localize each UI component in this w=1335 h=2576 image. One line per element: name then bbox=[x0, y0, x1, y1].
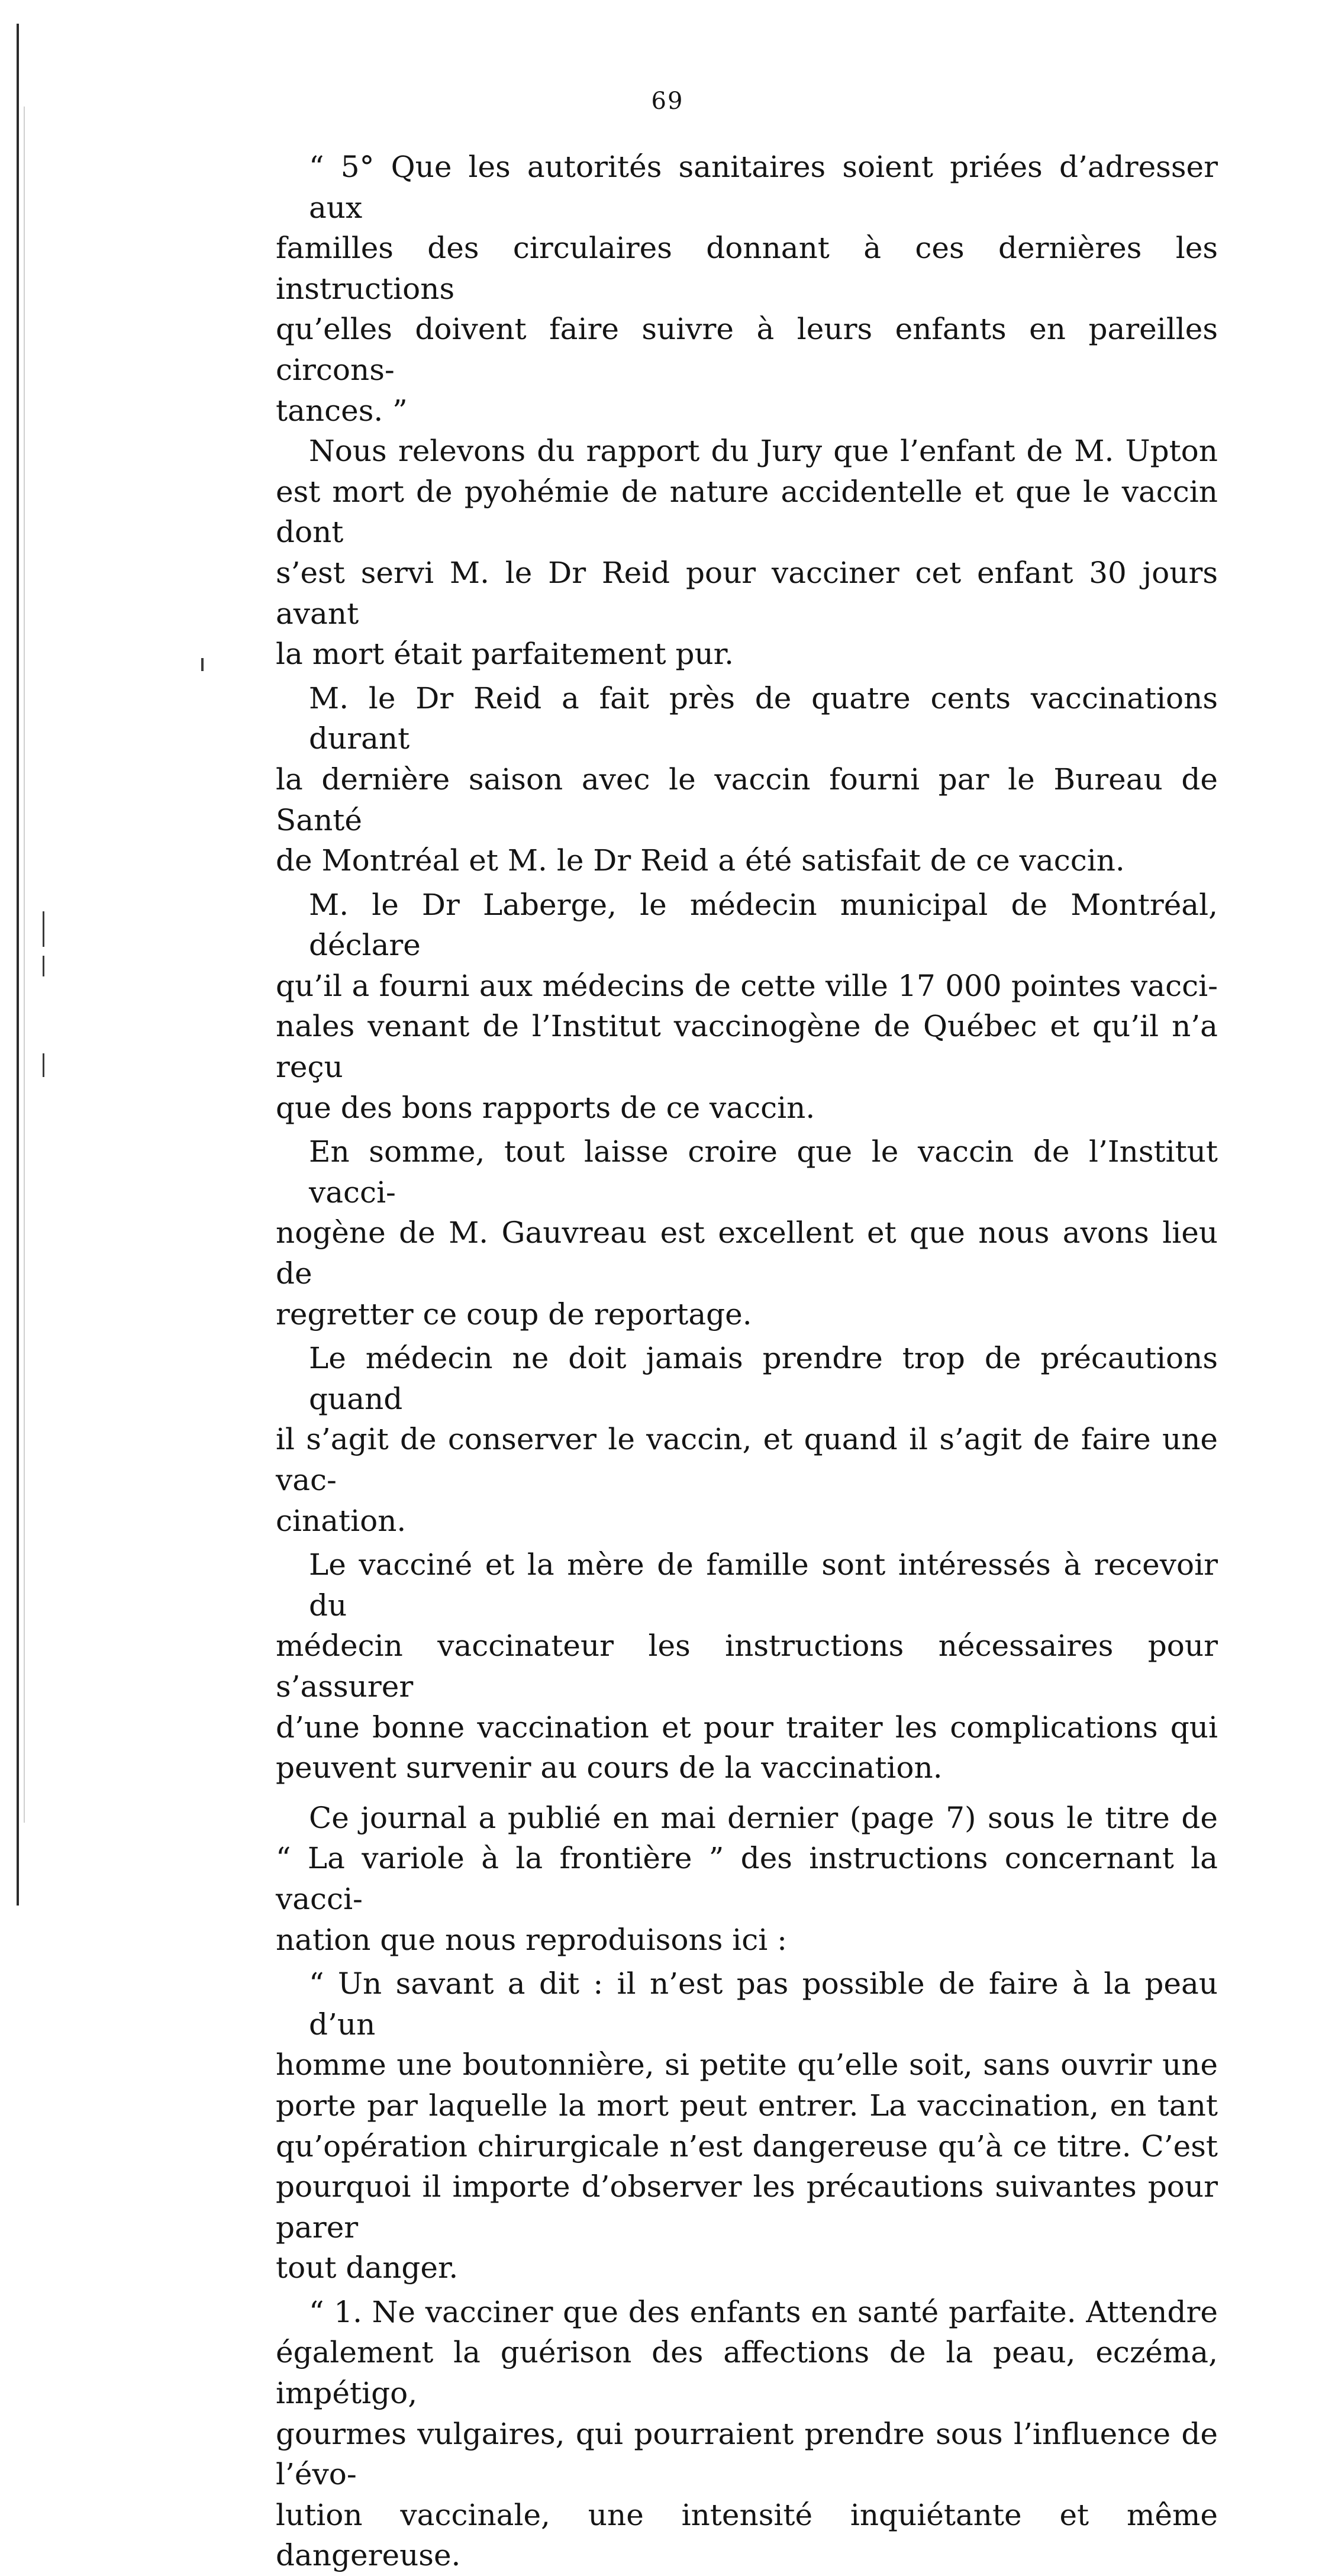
paragraph bbox=[276, 1131, 1218, 1334]
text-line: En somme, tout laisse croire que le vaccin de l’Institut vacci- bbox=[309, 1134, 1218, 1210]
text-line: il s’agit de conserver le vaccin, et quand il s’agit de faire une vac- bbox=[276, 1422, 1218, 1497]
text-line: médecin vaccinateur les instructions nécessaires pour s’assurer bbox=[276, 1629, 1218, 1704]
text-line: tout danger. bbox=[276, 2251, 459, 2285]
text-line: s’est servi M. le Dr Reid pour vacciner cet enfant 30 jours avant bbox=[276, 555, 1218, 631]
text-line: nogène de M. Gauvreau est excellent et que nous avons lieu de bbox=[276, 1216, 1218, 1291]
text-line: tances. ” bbox=[276, 393, 408, 428]
text-line: nation que nous reproduisons ici : bbox=[276, 1922, 787, 1957]
text-line: la mort était parfaitement pur. bbox=[276, 637, 734, 672]
text-line: gourmes vulgaires, qui pourraient prendre sous l’influence de l’évo- bbox=[276, 2416, 1218, 2492]
page-gutter-line bbox=[24, 107, 25, 1823]
text-line: Ce journal a publié en mai dernier (page 7) sous le titre de bbox=[309, 1800, 1218, 1835]
page-number: 69 bbox=[651, 88, 684, 115]
text-line: la dernière saison avec le vaccin fourni par le Bureau de Santé bbox=[276, 762, 1218, 837]
text-line: peuvent survenir au cours de la vaccination. bbox=[276, 1750, 943, 1785]
text-line: pourquoi il importe d’observer les précautions suivantes pour parer bbox=[276, 2169, 1218, 2245]
text-line: de Montréal et M. le Dr Reid a été satisfait de ce vaccin. bbox=[276, 843, 1125, 878]
text-line: homme une boutonnière, si petite qu’elle soit, sans ouvrir une bbox=[276, 2048, 1218, 2082]
text-line: nales venant de l’Institut vaccinogène de Québec et qu’il n’a reçu bbox=[276, 1009, 1218, 1085]
text-line: qu’opération chirurgicale n’est dangereuse qu’à ce titre. C’est bbox=[276, 2129, 1218, 2164]
text-line: “ Un savant a dit : il n’est pas possible de faire à la peau d’un bbox=[309, 1966, 1218, 2042]
text-line: est mort de pyohémie de nature accidentelle et que le vaccin dont bbox=[276, 474, 1218, 550]
text-line: cination. bbox=[276, 1503, 407, 1538]
text-line: regretter ce coup de reportage. bbox=[276, 1297, 752, 1331]
text-line: “ 5° Que les autorités sanitaires soient priées d’adresser aux bbox=[309, 150, 1218, 225]
body-text bbox=[276, 147, 1218, 2576]
paragraph bbox=[276, 678, 1218, 881]
text-line: “ La variole à la frontière ” des instructions concernant la vacci- bbox=[276, 1841, 1218, 1916]
page-binding-edge bbox=[17, 24, 19, 1906]
text-line: familles des circulaires donnant à ces dernières les instructions bbox=[276, 231, 1218, 306]
paragraph bbox=[276, 1798, 1218, 1960]
paragraph bbox=[276, 1964, 1218, 2288]
text-line: également la guérison des affections de la peau, eczéma, impétigo, bbox=[276, 2335, 1218, 2411]
text-line: M. le Dr Reid a fait près de quatre cents vaccinations durant bbox=[309, 681, 1218, 756]
text-line: Le médecin ne doit jamais prendre trop de précautions quand bbox=[309, 1341, 1218, 1416]
text-line: Le vacciné et la mère de famille sont intéressés à recevoir du bbox=[309, 1547, 1218, 1623]
text-line: lution vaccinale, une intensité inquiétante et même dangereuse. bbox=[276, 2497, 1218, 2573]
text-line: M. le Dr Laberge, le médecin municipal de Montréal, déclare bbox=[309, 887, 1218, 963]
paragraph bbox=[276, 1338, 1218, 1541]
text-line: que des bons rapports de ce vaccin. bbox=[276, 1090, 815, 1125]
scan-mark bbox=[43, 1053, 44, 1077]
text-line: Nous relevons du rapport du Jury que l’enfant de M. Upton bbox=[309, 434, 1218, 469]
paragraph bbox=[276, 431, 1218, 675]
paragraph bbox=[276, 1545, 1218, 1788]
scan-mark bbox=[43, 956, 44, 976]
text-line: qu’il a fourni aux médecins de cette ville 17 000 pointes vacci- bbox=[276, 968, 1218, 1003]
scan-mark bbox=[43, 911, 44, 947]
text-line: “ 1. Ne vacciner que des enfants en santé parfaite. Attendre bbox=[309, 2294, 1218, 2329]
text-line: qu’elles doivent faire suivre à leurs enfants en pareilles circons- bbox=[276, 312, 1218, 387]
paragraph bbox=[276, 147, 1218, 431]
text-line: d’une bonne vaccination et pour traiter les complications qui bbox=[276, 1710, 1218, 1745]
text-line: porte par laquelle la mort peut entrer. La vaccination, en tant bbox=[276, 2088, 1218, 2123]
paragraph bbox=[276, 2292, 1218, 2576]
paragraph bbox=[276, 885, 1218, 1129]
scan-mark bbox=[201, 658, 204, 671]
